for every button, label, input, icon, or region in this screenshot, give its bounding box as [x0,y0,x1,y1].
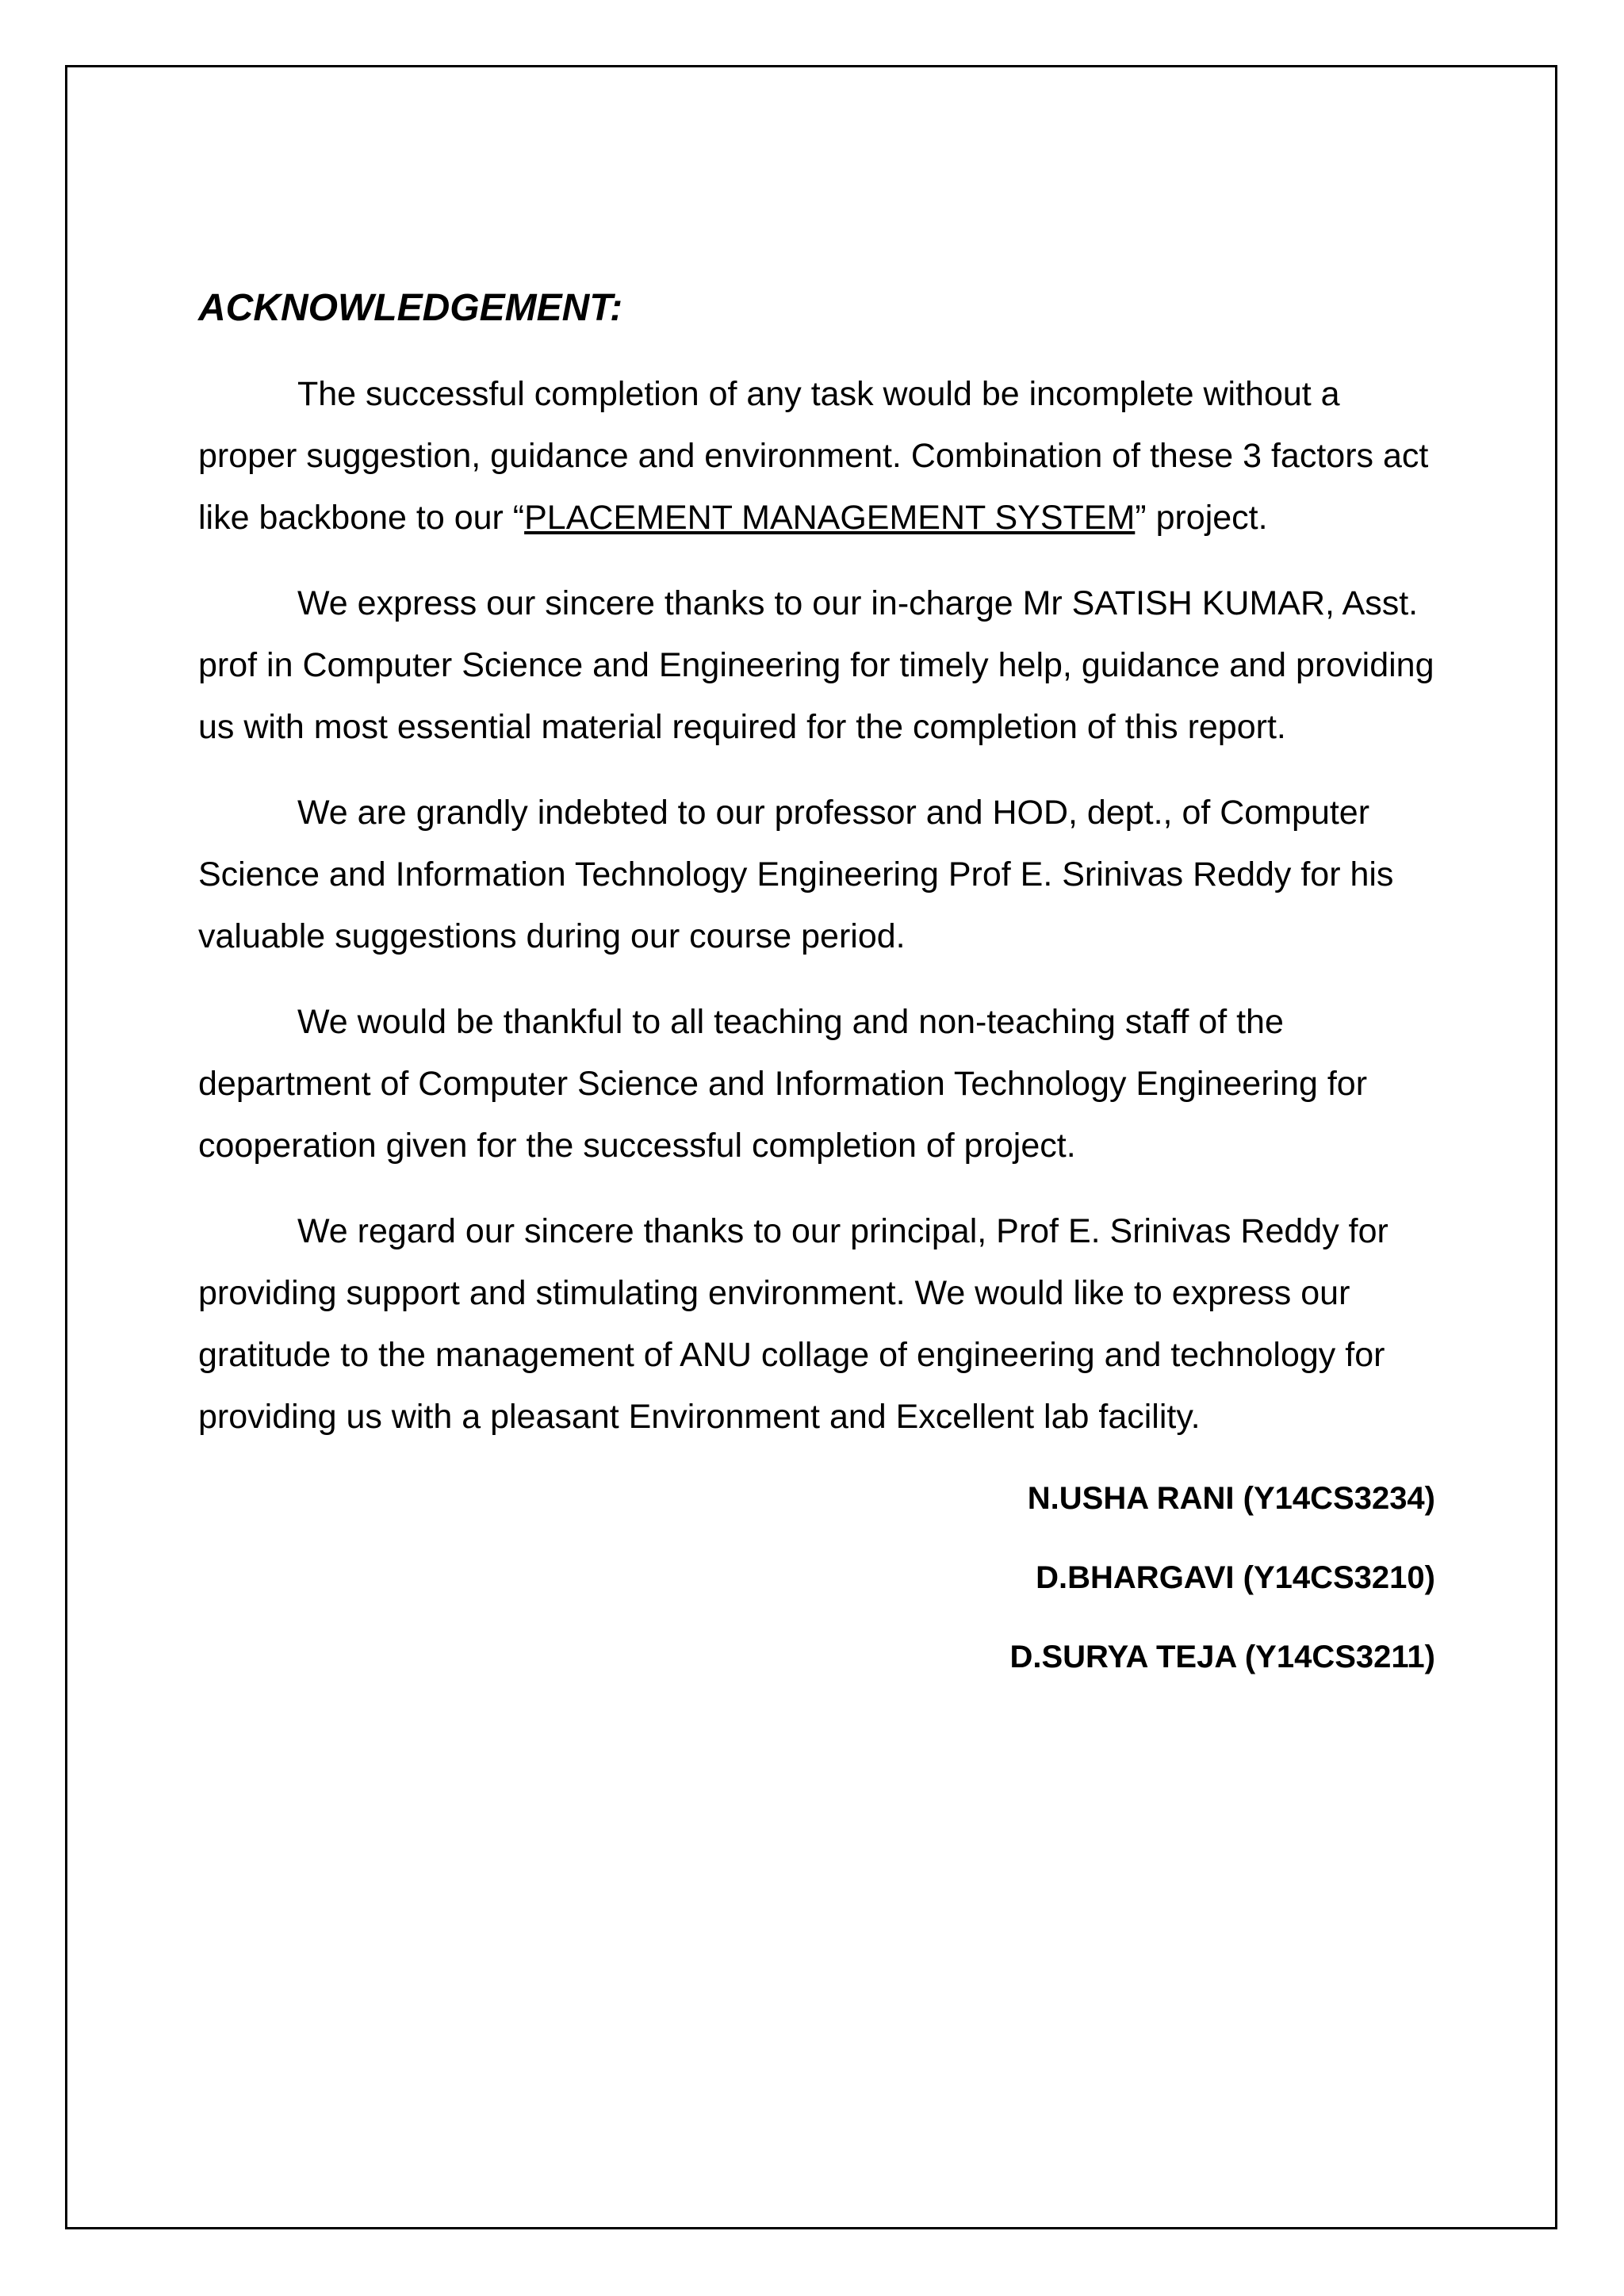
paragraph-3: We are grandly indebted to our professor and HOD, dept., of Computer Science and Information Technology Engineering Prof E. Srinivas Reddy for his valuable suggestions during our course period. [198,793,1394,955]
signature-1: N.USHA RANI (Y14CS3234) [1027,1480,1435,1516]
paragraph-1-text-start: The successful completion of any task would be incomplete without a proper suggestion, guidance and environment. Combination of these 3 factors act like backbone to our “ [198,374,1429,537]
paragraph-4: We would be thankful to all teaching and non-teaching staff of the department of Computer Science and Information Technology Engineering for cooperation given for the successful completion of project. [198,1002,1368,1165]
signature-3: D.SURYA TEJA (Y14CS3211) [1009,1639,1435,1674]
document-body [198,285,1435,1717]
page-title: ACKNOWLEDGEMENT: [198,287,623,329]
project-name: PLACEMENT MANAGEMENT SYSTEM [524,498,1136,537]
paragraph-5: We regard our sincere thanks to our principal, Prof E. Srinivas Reddy for providing support and stimulating environment. We would like to express our gratitude to the management of ANU collage of engineering and technology for providing us with a pleasant Environment and Excellent lab facility. [198,1211,1388,1436]
paragraph-1-text-end: ” project. [1135,498,1268,537]
signature-block [198,1479,1435,1676]
signature-2: D.BHARGAVI (Y14CS3210) [1036,1559,1435,1595]
paragraph-1 [198,363,1435,549]
paragraph-2: We express our sincere thanks to our in-charge Mr SATISH KUMAR, Asst. prof in Computer Science and Engineering for timely help, guidance and providing us with most essential material required for the completion of this report. [198,584,1434,746]
